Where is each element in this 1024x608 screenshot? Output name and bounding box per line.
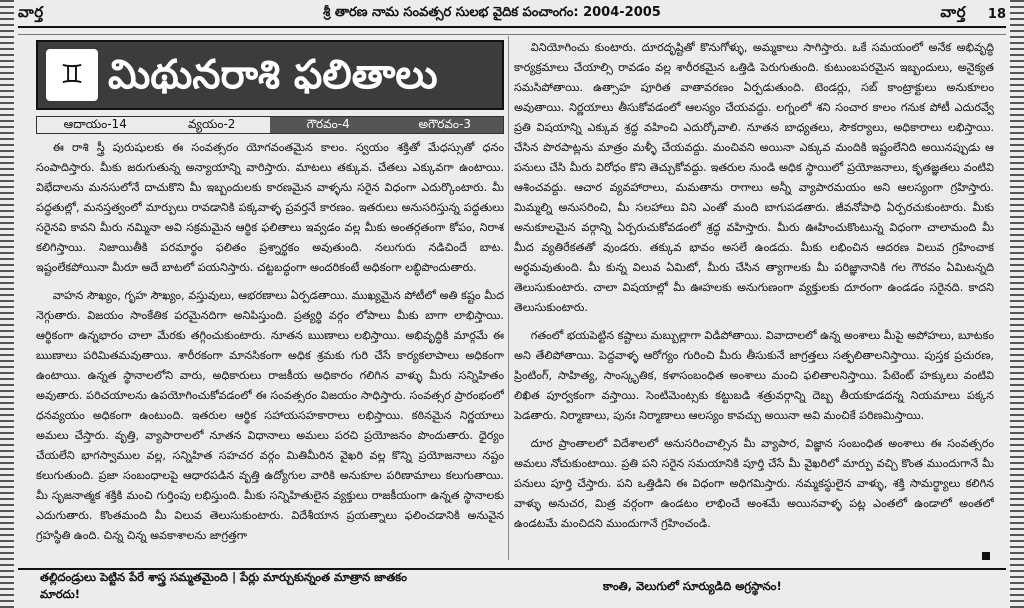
zodiac-gemini-icon: ♊ (46, 49, 98, 101)
left-column (36, 138, 504, 558)
paragraph: ఈ రాశి స్త్రీ పురుషులకు ఈ సంవత్సరం యోగవంతమైన కాలం. స్వయం శక్తితో మేధస్సుతో ధనం సంపాదిస్తారు. మీకు జరుగుతున్న అన్యాయాన్ని వారిస్తారు. మాటలు తక్కువ. చేతలు ఎక్కువగా ఉంటాయి. విభేదాలను మనసులోనే దాచుకొని మీ ఇబ్బందులకు కారణమైన వాళ్ళను సరైన విధంగా ఎదుర్కొంటారు. మీ పద్ధతుల్లో, మనస్తత్వంలో మార్పులు రావడానికి పక్కవాళ్ళ ప్రవర్తనే కారణం. ఇతరులు అనుసరిస్తున్న పద్ధతులు సరైనవి కావని మీరు నమ్మినా అవి సక్రమమైన ఆర్థిక ఫలితాలు ఇవ్వడం వల్ల మీకు అంతర్గతంగా కోపం, నిరాశ కలిగిస్తాయి. నిజాయితీకి పరమార్థం ఫలితం ప్రశ్నార్థకం అవుతుంది. నలుగురు నడిచిందే బాట. ఇష్టంలేకపోయినా మీరూ అదే బాటలో పయనిస్తారు. చట్టబద్ధంగా అందరికంటే అధికంగా లబ్ధిపొందుతారు. (36, 141, 504, 274)
page-header (18, 2, 1006, 28)
column-divider (508, 36, 509, 560)
paragraph: వాహన సౌఖ్యం, గృహ సౌఖ్యం, వస్తువులు, ఆభరణాలు ఏర్పడతాయి. ముఖ్యమైన పోటీలో అతి కష్టం మీద నెగ్గుతారు. విజయం సాంకేతిక పరమైనదిగా అనిపిస్తుంది. ప్రత్యర్థి వర్గం లోపాలు మీకు బాగా లాభిస్తాయి. ఆర్థికంగా ఉన్నభారం చాలా మేరకు తగ్గించుకుంటారు. నూతన ఋణాలు లభిస్తాయి. అభివృద్ధికి మార్గమే ఈ ఋణాలు పరిమితమవుతాయి. శారీరకంగా మానసికంగా అధిక శ్రమకు గురి చేసే కార్యకలాపాలు అధికంగా ఉంటాయి. ఉన్నత స్థానాలలోని వారు, అధికారులు రాజకీయ అధికారం గలిగిన వాళ్ళు మీరు సన్నిహితం అవుతారు. పరిచయాలను ఉపయోగించుకోవడంలో ఈ సంవత్సరం విజయం సాధిస్తారు. సంవత్సర ప్రారంభంలో ధనవ్యయం అధికంగా ఉంటుంది. ఇతరుల ఆర్థిక సహాయసహకారాలు లభిస్తాయి. కఠినమైన నిర్ణయాలు అమలు చేస్తారు. వృత్తి, వ్యాపారాలలో నూతన విధానాలు అమలు పరచి ప్రయోజనం పొందుతారు. ధైర్యం చేయలేని భాగస్వాముల వల్ల, సన్నిహిత సహచర వర్గం మితిమీరిన వైఖరి వల్ల కొన్ని ప్రయోజనాలు నష్టం కలుగుతుంది. ప్రజా సంబంధాలపై ఆధారపడిన వృత్తి ఉద్యోగుల వారికి అనుకూల పరిణామాలు కలుగుతాయి. మీ సృజనాత్మక శక్తికి మంచి గుర్తింపు లభిస్తుంది. మీకు సన్నిహితులైన వ్యక్తులు రాజకీయంగా ఉన్నత స్థానాలకు ఎదుగుతారు. కొంతమంది మీ విలువ తెలుసుకుంటారు. విదేశీయాన ప్రయత్నాలు ఫలించడానికి అనువైన గ్రహస్థితి ఉంది. చిన్న చిన్న అవకాశాలను జాగ్రత్తగా (36, 289, 504, 542)
stat-honor: గౌరవం-4 (270, 117, 387, 133)
brand-logo: వార్త (18, 3, 44, 21)
decorative-border-right (1010, 0, 1024, 608)
rashi-title: మిథునరాశి ఫలితాలు (108, 52, 438, 98)
header-divider (18, 34, 1006, 35)
page-footer (18, 568, 1006, 604)
stat-expense: వ్యయం-2 (188, 116, 236, 131)
stat-income: ఆదాయం-14 (63, 116, 127, 131)
end-mark-icon (982, 552, 990, 560)
stat-dishonor: అగౌరవం-3 (387, 117, 504, 133)
right-column (514, 38, 994, 560)
header-title: శ్రీ తారణ నామ సంవత్సర సులభ వైదిక పంచాంగం: 2004-2005 (323, 5, 661, 20)
stats-bar (36, 116, 504, 134)
brand-logo-secondary: వార్త (940, 3, 966, 21)
paragraph: వినియోగించు కుంటారు. దూరదృష్టితో కొనుగోళ్ళు, అమ్మకాలు సాగిస్తారు. ఒకే సమయంలో అనేక అభివృద్ధి కార్యక్రమాలు చేయాల్సి రావడం వల్ల శారీరకమైన ఒత్తిడి పెరుగుతుంది. కుటుంబపరమైన ఇబ్బందులు, అనైక్యత సమసిపోతాయి. ఉత్సాహ పూరిత వాతావరణం ఏర్పడుతుంది. టెండర్లు, సబ్ కాంట్రాక్టులు అనుకూలం అవుతాయి. నిర్ణయాలు తీసుకోవడంలో ఆలస్యం చేయవద్దు. లగ్నంలో శని సంచార కాలం గనుక పోటీ ఎదురవ్వే ప్రతి విషయాన్ని ఎక్కువ శ్రద్ధ వహించి ఎదుర్కోవాలి. నూతన బాధ్యతలు, సౌకర్యాలు, అధికారాలు లభిస్తాయి. చేసిన పొరపాట్లను మాత్రం మళ్ళీ చేయవద్దు. మంచివని అయినా ఎక్కువ మందికి ఇష్టంలేనిది అయినప్పుడు ఆ పనులు చేసి మీరు విరోధం కొని తెచ్చుకోవద్దు. ఇతరుల నుండి అధిక స్థాయిలో ప్రయోజనాలు, కృతజ్ఞతలు వంటివి ఆశించవద్దు. ఆచార వ్యవహారాలు, మమతాను రాగాలు అన్నీ వ్యాపారమయం అని ఆలస్యంగా గ్రహిస్తారు. మిమ్మల్ని అనుసరించి, మీ సలహాలు విని ఎంతో మంది బాగుపడతారు. జీవనోపాధి ఏర్పరచుకుంటారు. మీకు అనుకూలమైన వర్గాన్ని ఏర్పరుచుకోవడంలో శ్రద్ధ వహిస్తారు. మీరు ఊహించుకొంటున్న విధంగా చాలామంది మీ మీద వ్యతిరేకతతో వుండరు. తక్కువ భావం అసలే ఉండదు. మీకు లభించిన ఆదరణ విలువ గ్రహించాక అర్థమవుతుంది. మీ కున్న విలువ ఏమిటో, మీరు చేసిన త్యాగాలకు మీ పరిజ్ఞానానికి గల గౌరవం ఏమిటన్నది తెలుసుకుంటారు. చాలా విషయాల్లో మీ ఊహలకు అనుగుణంగా వ్యక్తులకు దూరంగా ఉండడం సరైనది. కాదని తెలుసుకుంటారు. (514, 41, 994, 314)
footer-left-text: తల్లిదండ్రులు పెట్టిన పేరే శాస్త్ర సమ్మతమైంది | పేర్లు మార్చుకున్నంత మాత్రాన జాతకం మారదు! (40, 570, 407, 601)
paragraph: గతంలో భయపెట్టిన కష్టాలు మబ్బుల్లాగా విడిపోతాయి. వివాదాలలో ఉన్న అంశాలు మీపై అపోహలు, బూటకం అని తేలిపోతాయి. పెద్దవాళ్ళ ఆరోగ్యం గురించి మీరు తీసుకునే జాగ్రత్తలు సత్ఫలితాలనిస్తాయి. పుస్తక ప్రచురణ, ప్రింటింగ్, సాహిత్య, సాంస్కృతిక, కళాసంబంధిత అంశాలు మంచి ఫలితాలనిస్తాయి. పేటెంట్ హక్కులు వంటివి లిఖిత పూర్వకంగా వస్తాయి. సెంటిమెంట్సకు కట్టుబడి శత్రువర్గాన్ని దెబ్బ తీయకూడదన్న నియమాలు పక్కన పెడతారు. నిర్మాణాలు, పునః నిర్మాణాలు ఆలస్యం కావచ్చు అయినా అవి మంచికే పరిణమిస్తాయి. (514, 329, 994, 422)
page-number: 18 (987, 6, 1006, 22)
decorative-border-left (0, 0, 14, 608)
rashi-title-box (36, 40, 504, 110)
footer-right-text: కాంతి, వెలుగులో సూర్యుడిది అగ్రస్థానం! (603, 578, 782, 593)
paragraph: దూర ప్రాంతాలలో విదేశాలలో అనుసరించాల్సిన మీ వ్యాపార, విజ్ఞాన సంబంధిత అంశాలు ఈ సంవత్సరం అమలు నోచుకుంటాయి. ప్రతి పని సరైన సమయానికి పూర్తి చేసే మీ వైఖరిలో మార్పు వచ్చి కొంత ముందుగానే మీ పనులు పూర్తి చేస్తారు. పని ఒత్తిడిని ఈ విధంగా అధిగమిస్తారు. నమ్మకస్థులైన వాళ్ళు, శక్తి సామర్థ్యాలు కలిగిన వాళ్ళు అనుచర, మిత్ర వర్గంగా ఉండటం లాభించే అంశమే అయినవాళ్ళ పట్ల ఎంతలో ఉండాలో అంతలో ఉండటమే మంచిదని ముందుగానే గ్రహించండి. (514, 437, 994, 530)
